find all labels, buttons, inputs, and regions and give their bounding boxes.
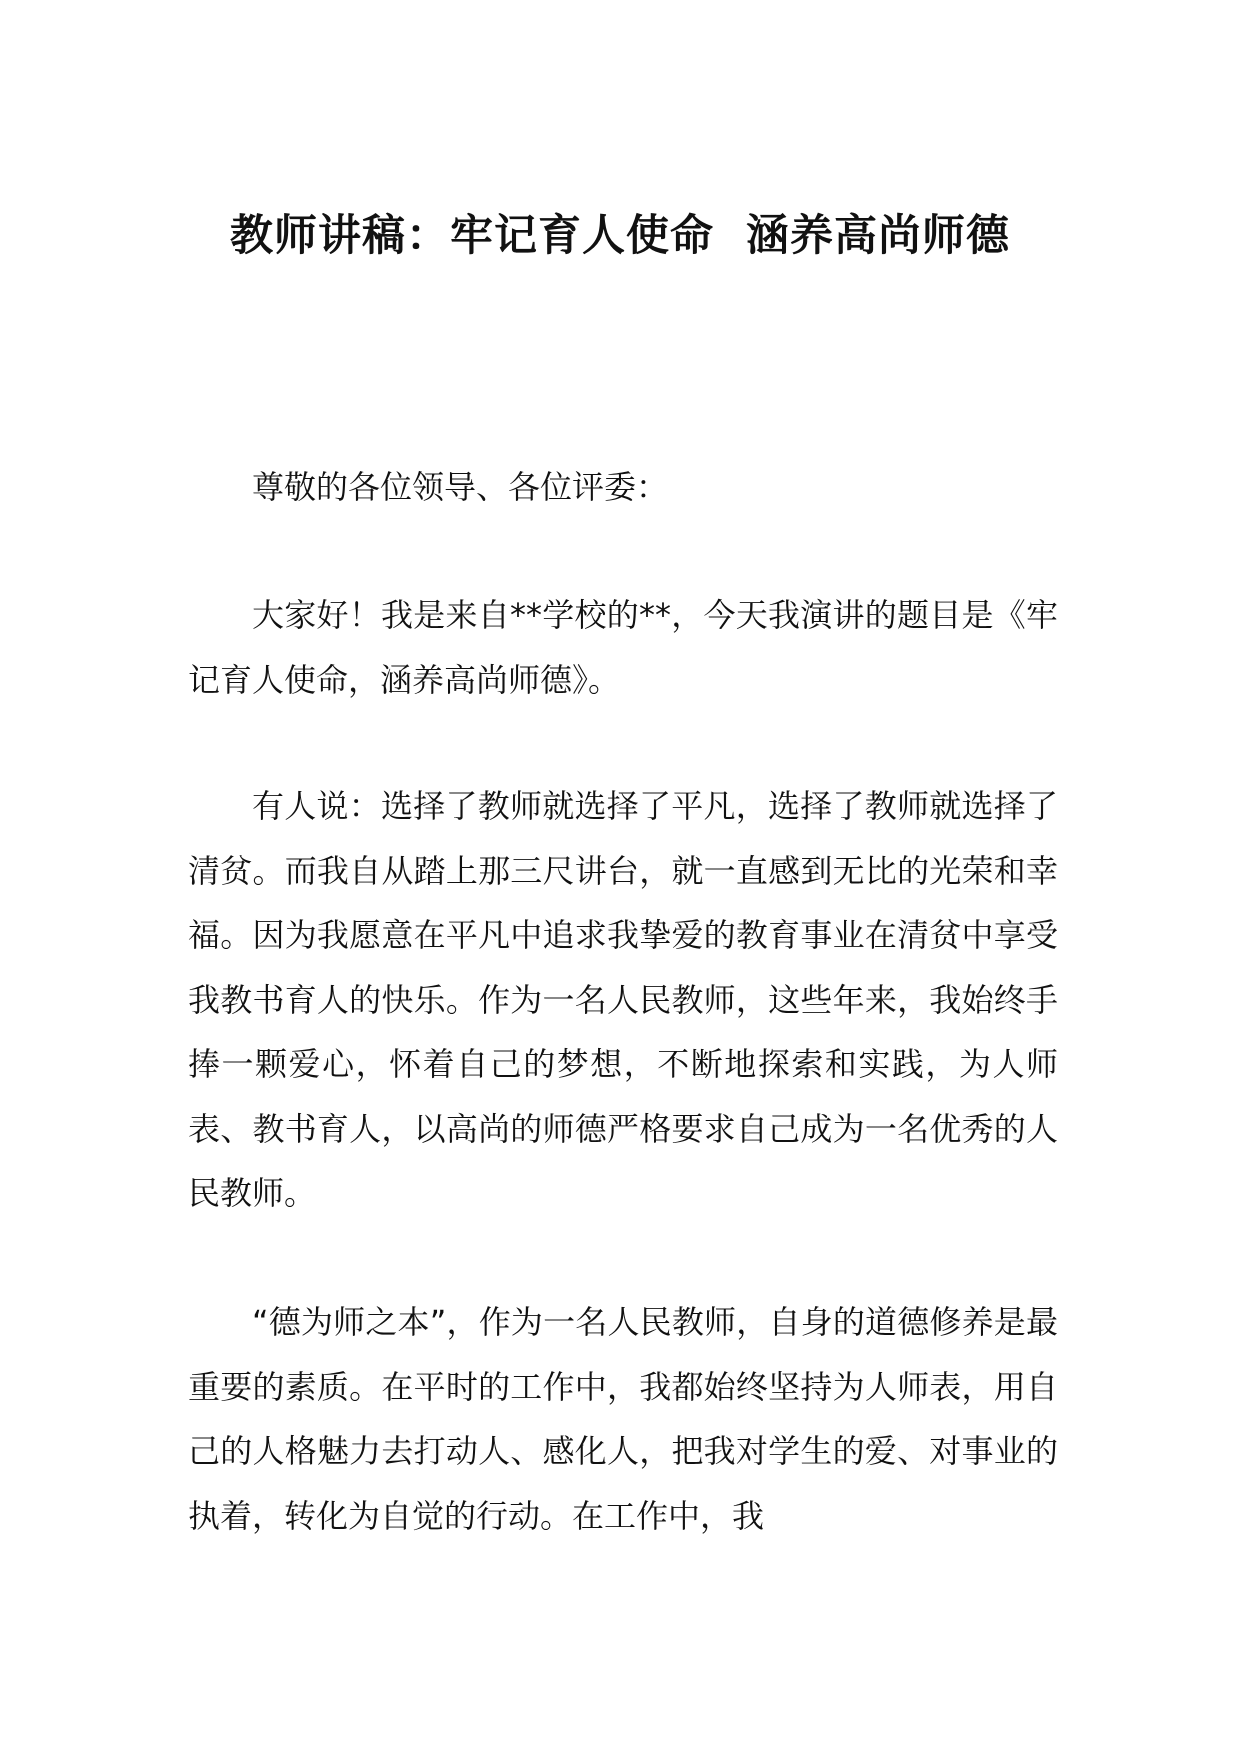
salutation-paragraph: 尊敬的各位领导、各位评委： xyxy=(252,468,669,506)
body-paragraph: 有人说：选择了教师就选择了平凡，选择了教师就选择了清贫。而我自从踏上那三尺讲台，就一直感到无比的光荣和幸福。因为我愿意在平凡中追求我挚爱的教育事业在清贫中享受我教书育人的快乐。作为一名人民教师，这些年来，我始终手捧一颗爱心，怀着自己的梦想，不断地探索和实践，为人师表、教书育人，以高尚的师德严格要求自己成为一名优秀的人民教师。 xyxy=(188,787,1058,1212)
intro-paragraph: 大家好！我是来自**学校的**，今天我演讲的题目是《牢记育人使命，涵养高尚师德》。 xyxy=(188,596,1058,699)
document-title: 教师讲稿：牢记育人使命 涵养高尚师德 xyxy=(230,211,1010,261)
body-paragraph: “德为师之本”，作为一名人民教师，自身的道德修养是最重要的素质。在平时的工作中，我都始终坚持为人师表，用自己的人格魅力去打动人、感化人，把我对学生的爱、对事业的执着，转化为自觉的行动。在工作中，我 xyxy=(188,1303,1058,1535)
